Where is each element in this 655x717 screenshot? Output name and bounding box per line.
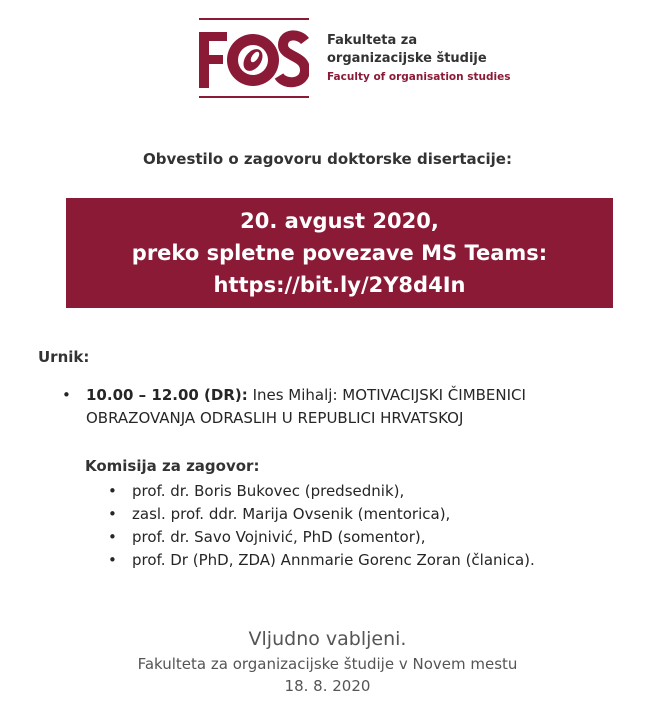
logo-bottom-rule: [199, 96, 309, 98]
notice-title: Obvestilo o zagovoru doktorske disertacije:: [143, 150, 512, 168]
logo-text: [327, 32, 511, 86]
footer-greeting: Vljudno vabljeni.: [248, 628, 407, 650]
schedule-item-body: [86, 384, 606, 430]
schedule-label: Urnik:: [38, 348, 90, 366]
footer-date: 18. 8. 2020: [284, 677, 371, 695]
committee-member-text: prof. dr. Savo Vojnivić, PhD (somentor),: [132, 528, 426, 546]
bullet-icon: •: [108, 505, 117, 523]
fos-logo-mark-icon: [199, 24, 309, 92]
logo-line-1: Fakulteta za: [327, 33, 418, 48]
committee-list: [108, 480, 535, 572]
committee-member: [108, 503, 535, 526]
event-platform: preko spletne povezave MS Teams:: [131, 241, 548, 265]
footer-institution: Fakulteta za organizacijske študije v Novem mestu: [137, 655, 518, 673]
bullet-icon: •: [108, 482, 117, 500]
committee-member: [108, 480, 535, 503]
bullet-icon: •: [108, 551, 117, 569]
footer: [0, 625, 655, 697]
committee-member-text: prof. dr. Boris Bukovec (predsednik),: [132, 482, 405, 500]
bullet-icon: •: [62, 386, 71, 404]
event-date: 20. avgust 2020,: [240, 209, 439, 233]
committee-member-text: zasl. prof. ddr. Marija Ovsenik (mentorica),: [132, 505, 451, 523]
fos-logo: [199, 18, 511, 100]
committee-title: Komisija za zagovor:: [85, 457, 260, 475]
bullet-icon: •: [108, 528, 117, 546]
logo-top-rule: [199, 18, 309, 20]
event-link[interactable]: https://bit.ly/2Y8d4In: [213, 273, 466, 297]
thesis-title-line-1: MOTIVACIJSKI ČIMBENICI: [342, 386, 526, 404]
schedule-time: 10.00 – 12.00 (DR):: [86, 386, 248, 404]
committee-member-text: prof. Dr (PhD, ZDA) Annmarie Gorenc Zoran (članica).: [132, 551, 535, 569]
committee-member: [108, 526, 535, 549]
event-highlight-box: [66, 198, 613, 308]
logo-mark: [199, 24, 309, 92]
thesis-title-line-2: OBRAZOVANJA ODRASLIH U REPUBLICI HRVATSKOJ: [86, 409, 464, 427]
committee-member: [108, 549, 535, 572]
candidate-name: Ines Mihalj:: [252, 386, 338, 404]
logo-line-2: organizacijske študije: [327, 51, 487, 66]
logo-line-3: Faculty of organisation studies: [327, 71, 511, 83]
